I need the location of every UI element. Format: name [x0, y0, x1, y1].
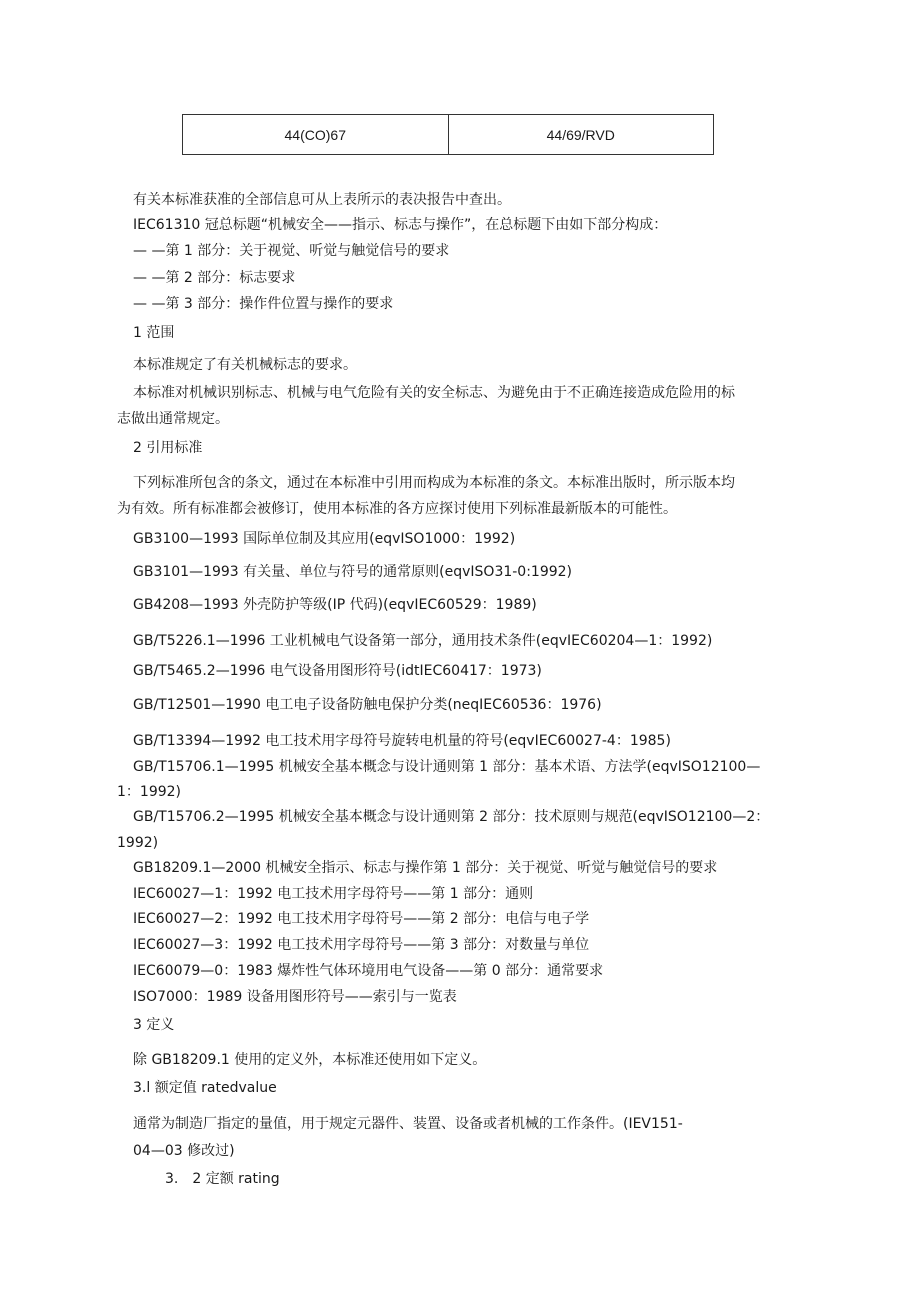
reference-item: GB3100—1993 国际单位制及其应用(eqvISO1000：1992): [133, 531, 516, 547]
reference-item: GB4208—1993 外壳防护等级(IP 代码)(eqvIEC60529：1989): [133, 597, 537, 613]
part-list-item: — —第 3 部分：操作件位置与操作的要求: [133, 296, 394, 312]
section-heading-definitions: 3 定义: [133, 1017, 175, 1033]
reference-item-continued: 1992): [117, 835, 159, 851]
definitions-paragraph: 除 GB18209.1 使用的定义外，本标准还使用如下定义。: [133, 1052, 487, 1068]
table-cell-rvd: 44/69/RVD: [448, 115, 714, 155]
section-heading-scope: 1 范围: [133, 325, 175, 341]
reference-item: IEC60027—2：1992 电工技术用字母符号——第 2 部分：电信与电子学: [133, 911, 590, 927]
table-cell-document: 44(CO)67: [183, 115, 449, 155]
title-structure-paragraph: IEC61310 冠总标题“机械安全——指示、标志与操作”，在总标题下由如下部分构成：: [133, 217, 668, 233]
scope-paragraph: 志做出通常规定。: [117, 411, 229, 427]
reference-item: GB/T15706.2—1995 机械安全基本概念与设计通则第 2 部分：技术原则与规范(eqvISO12100—2：: [133, 809, 770, 825]
scope-paragraph: 本标准对机械识别标志、机械与电气危险有关的安全标志、为避免由于不正确连接造成危险用的标: [133, 385, 735, 401]
reference-item: GB18209.1—2000 机械安全指示、标志与操作第 1 部分：关于视觉、听觉与触觉信号的要求: [133, 860, 718, 876]
definition-text: 通常为制造厂指定的量值，用于规定元器件、装置、设备或者机械的工作条件。(IEV151-: [133, 1116, 683, 1132]
reference-item: ISO7000：1989 设备用图形符号——索引与一览表: [133, 989, 457, 1005]
reference-item: GB/T13394—1992 电工技术用字母符号旋转电机量的符号(eqvIEC60027-4：1985): [133, 733, 671, 749]
reference-item: GB/T12501—1990 电工电子设备防触电保护分类(neqIEC60536：1976): [133, 697, 602, 713]
reference-item: GB3101—1993 有关量、单位与符号的通常原则(eqvISO31-0:1992): [133, 564, 573, 580]
intro-paragraph: 有关本标准获准的全部信息可从上表所示的表决报告中查出。: [133, 192, 511, 208]
references-paragraph: 下列标准所包含的条文，通过在本标准中引用而构成为本标准的条文。本标准出版时，所示版本均: [133, 475, 735, 491]
table-row: [183, 115, 714, 155]
definition-term-rating: 3. 2 定额 rating: [165, 1171, 280, 1187]
reference-item: GB/T5226.1—1996 工业机械电气设备第一部分，通用技术条件(eqvIEC60204—1：1992): [133, 633, 713, 649]
reference-item: GB/T15706.1—1995 机械安全基本概念与设计通则第 1 部分：基本术语、方法学(eqvISO12100—: [133, 759, 761, 775]
definition-text: 04—03 修改过): [133, 1143, 235, 1159]
reference-item: GB/T5465.2—1996 电气设备用图形符号(idtIEC60417：1973): [133, 663, 542, 679]
scope-paragraph: 本标准规定了有关机械标志的要求。: [133, 357, 357, 373]
references-paragraph: 为有效。所有标准都会被修订，使用本标准的各方应探讨使用下列标准最新版本的可能性。: [117, 501, 677, 517]
definition-term-rated-value: 3.l 额定值 ratedvalue: [133, 1080, 277, 1096]
reference-item-continued: 1：1992): [117, 784, 181, 800]
section-heading-references: 2 引用标准: [133, 440, 203, 456]
vote-report-table: [182, 114, 714, 155]
part-list-item: — —第 1 部分：关于视觉、听觉与触觉信号的要求: [133, 243, 450, 259]
reference-item: IEC60027—1：1992 电工技术用字母符号——第 1 部分：通则: [133, 886, 534, 902]
reference-item: IEC60027—3：1992 电工技术用字母符号——第 3 部分：对数量与单位: [133, 937, 590, 953]
part-list-item: — —第 2 部分：标志要求: [133, 270, 296, 286]
reference-item: IEC60079—0：1983 爆炸性气体环境用电气设备——第 0 部分：通常要求: [133, 963, 604, 979]
